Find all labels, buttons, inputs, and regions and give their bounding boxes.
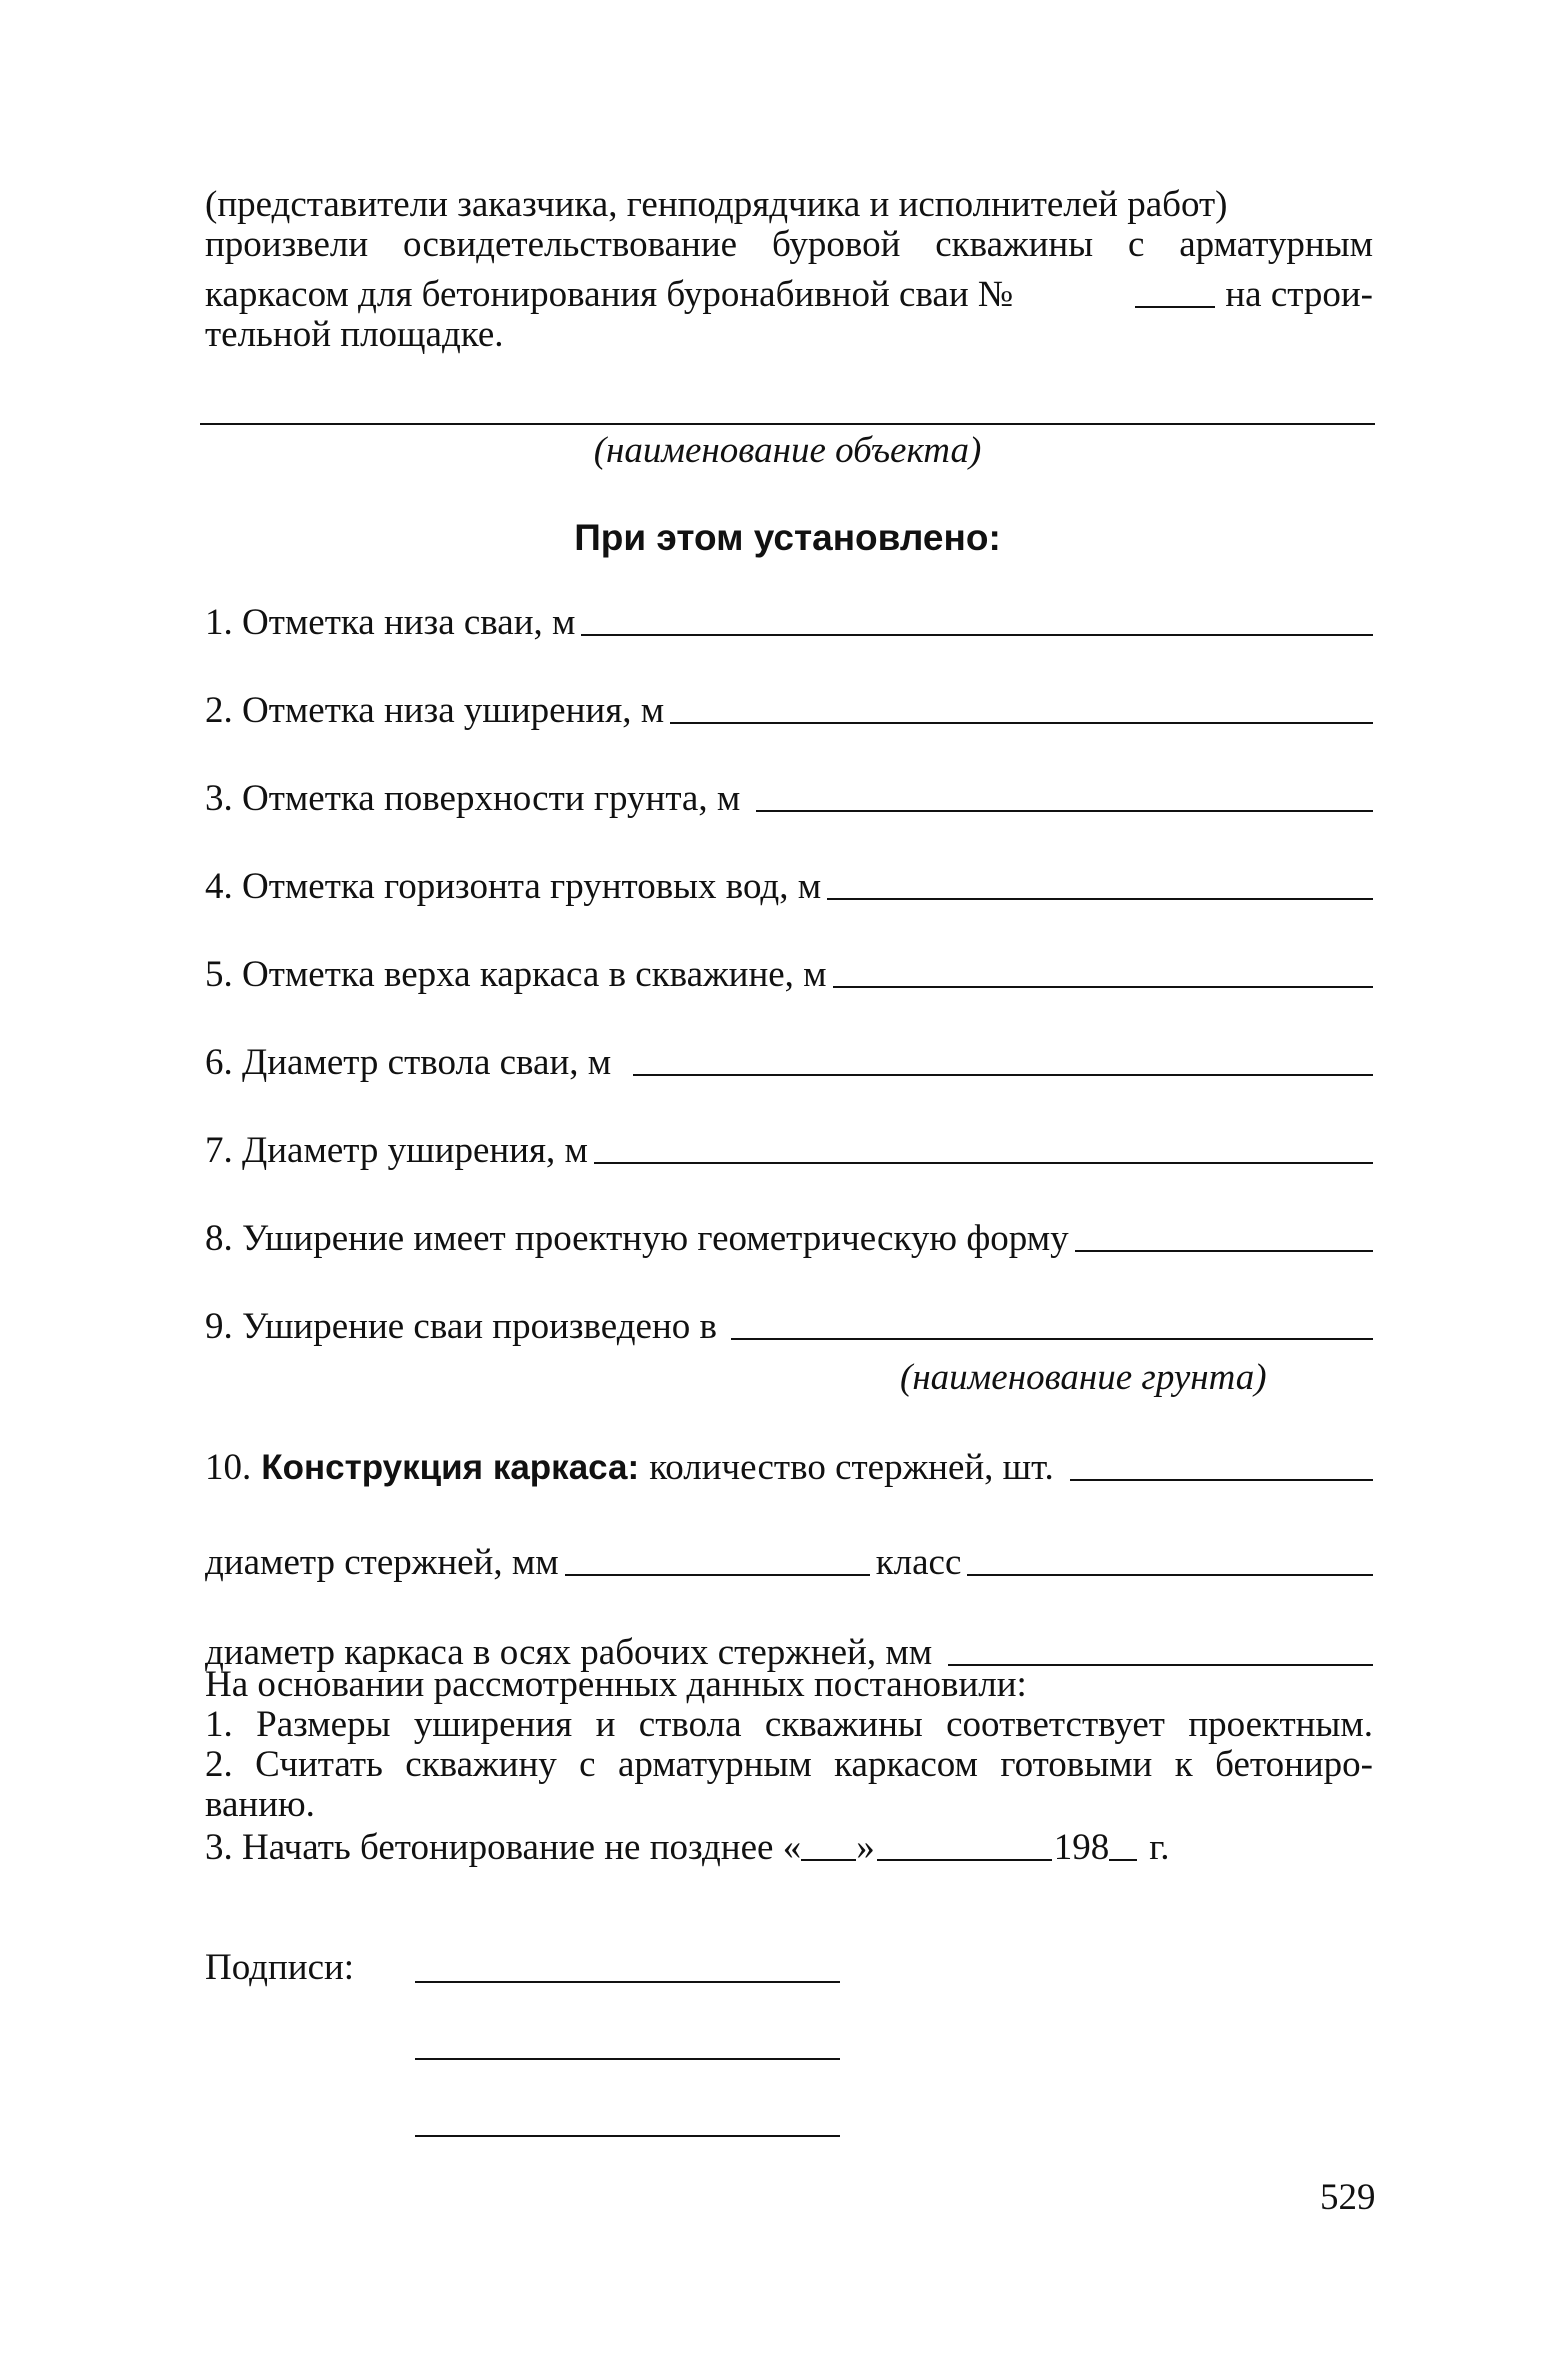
soil-caption: (наименование грунта) [900,1357,1267,1398]
item-row [205,1304,1373,1350]
decision-point-2-line-2: ванию. [205,1784,315,1825]
item-6-field[interactable] [633,1074,1373,1076]
item-3-field[interactable] [756,810,1373,812]
item-9-field[interactable] [731,1338,1373,1340]
decision-point-3-quote: » [856,1827,875,1868]
page-number: 529 [1320,2177,1376,2218]
item-10-row [205,1445,1373,1491]
item-row [205,688,1373,734]
item-label: 5. Отметка верха каркаса в скважине, м [205,954,827,995]
rod-diameter-row [205,1540,1373,1586]
intro-line-2: произвели освидетельствование буровой скважины с арматурным [205,224,1373,265]
item-row [205,1216,1373,1262]
item-label: 8. Уширение имеет проектную геометрическую форму [205,1218,1069,1259]
object-caption: (наименование объекта) [593,430,982,471]
item-row [205,600,1373,646]
cage-diameter-label: диаметр каркаса в осях рабочих стержней, мм [205,1632,933,1673]
item-10-number: 10. [205,1447,252,1488]
item-label: 6. Диаметр ствола сваи, м [205,1042,612,1083]
item-label: 3. Отметка поверхности грунта, м [205,778,741,819]
rod-diameter-label: диаметр стержней, мм [205,1542,559,1583]
decision-point-3-suffix: г. [1149,1827,1170,1868]
decision-point-3-year: 198 [1053,1827,1110,1868]
item-10-bold: Конструкция каркаса: [261,1448,640,1487]
signature-line[interactable] [415,2135,840,2137]
intro-line-3-end: на строи- [1225,274,1373,315]
signatures-label: Подписи: [205,1947,355,1988]
item-label: 7. Диаметр уширения, м [205,1130,588,1171]
decision-point-1: 1. Размеры уширения и ствола скважины соответствует проектным. [205,1704,1373,1745]
decision-point-3 [205,1825,1169,1871]
item-10-rest: количество стержней, шт. [649,1447,1054,1488]
class-field[interactable] [967,1574,1373,1576]
item-row [205,776,1373,822]
item-row [205,864,1373,910]
item-7-field[interactable] [594,1162,1373,1164]
item-row [205,1128,1373,1174]
item-label: 1. Отметка низа сваи, м [205,602,576,643]
intro-line-1: (представители заказчика, генподрядчика и исполнителей работ) [205,184,1228,225]
item-1-field[interactable] [581,634,1373,636]
intro-line-4: тельной площадке. [205,314,504,355]
signature-line[interactable] [415,2058,840,2060]
decision-point-2-line-1: 2. Считать скважину с арматурным каркасом готовыми к бетониро- [205,1744,1373,1785]
rod-diameter-field[interactable] [565,1544,870,1576]
class-label: класс [875,1542,962,1583]
start-day-field[interactable] [801,1829,856,1861]
item-label: 2. Отметка низа уширения, м [205,690,665,731]
object-name-field[interactable] [200,423,1375,425]
signature-line[interactable] [415,1981,840,1983]
item-label: 9. Уширение сваи произведено в [205,1306,717,1347]
item-4-field[interactable] [827,898,1373,900]
established-heading: При этом установлено: [574,517,1001,558]
decision-point-3-text: 3. Начать бетонирование не позднее « [205,1827,802,1868]
intro-line-3-start: каркасом для бетонирования буронабивной сваи № [205,274,1014,315]
decision-intro: На основании рассмотренных данных постановили: [205,1664,1027,1705]
rod-count-field[interactable] [1070,1479,1373,1481]
item-2-field[interactable] [670,722,1373,724]
start-month-field[interactable] [877,1829,1052,1861]
start-year-field[interactable] [1109,1829,1137,1861]
item-5-field[interactable] [833,986,1373,988]
pile-number-field[interactable] [1135,276,1215,308]
item-label: 4. Отметка горизонта грунтовых вод, м [205,866,822,907]
item-row [205,1040,1373,1086]
item-row [205,952,1373,998]
item-8-field[interactable] [1075,1250,1373,1252]
